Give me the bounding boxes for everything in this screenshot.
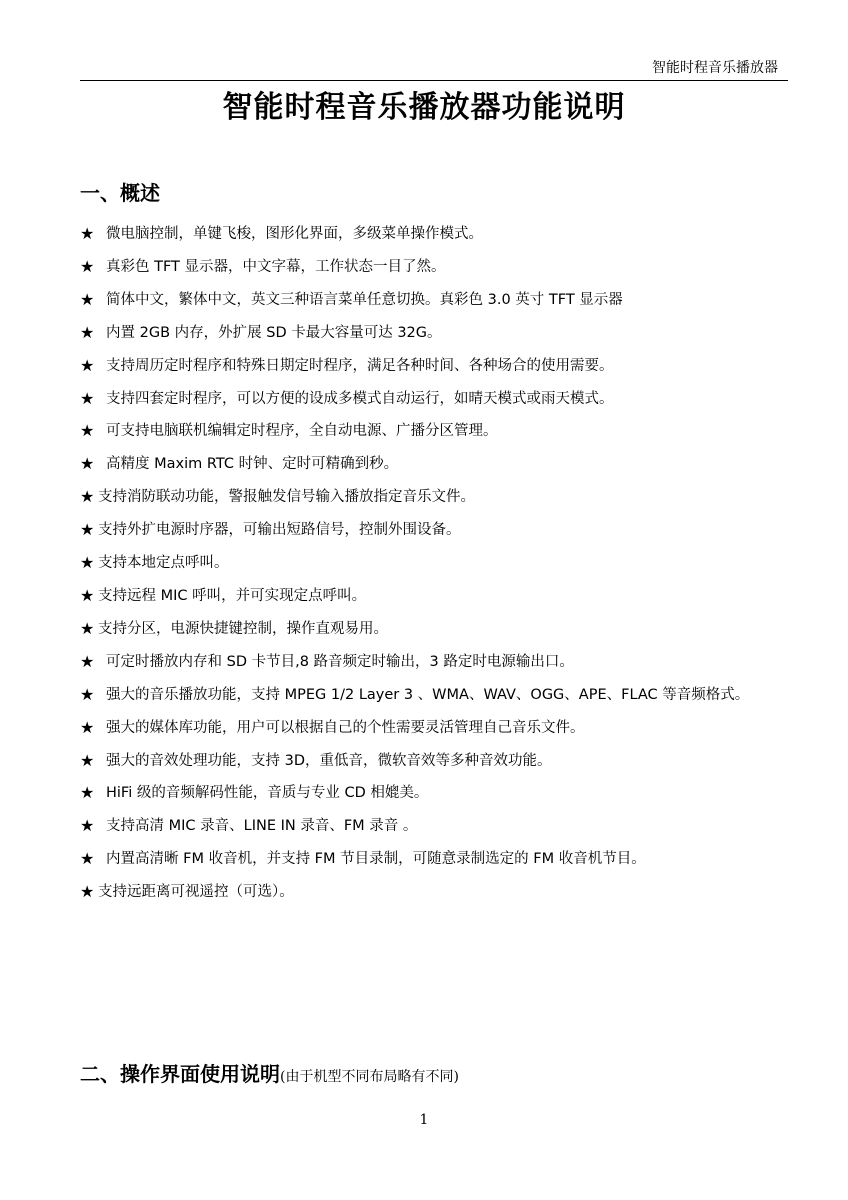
- star-icon: ★: [80, 454, 95, 474]
- feature-item: [80, 777, 800, 810]
- feature-item: [80, 580, 800, 613]
- feature-item: [80, 646, 800, 679]
- feature-text: 支持外扩电源时序器，可输出短路信号，控制外围设备。: [98, 522, 461, 539]
- star-icon: ★: [80, 224, 95, 243]
- star-icon: ★: [80, 289, 95, 309]
- feature-text: 内置高清晰 FM 收音机，并支持 FM 节目录制，可随意录制选定的 FM 收音机节目。: [106, 851, 646, 868]
- feature-item: [80, 843, 800, 876]
- star-icon: ★: [80, 421, 95, 441]
- feature-item: [80, 415, 800, 448]
- feature-text: 强大的音效处理功能，支持 3D，重低音，微软音效等多种音效功能。: [106, 752, 552, 769]
- feature-text: HiFi 级的音频解码性能，音质与专业 CD 相媲美。: [106, 785, 429, 802]
- star-icon: ★: [80, 585, 95, 605]
- feature-item: [80, 712, 800, 745]
- star-icon: ★: [80, 322, 95, 342]
- feature-list: [80, 218, 800, 909]
- feature-text: 微电脑控制，单键飞梭，图形化界面，多级菜单操作模式。: [106, 226, 483, 242]
- feature-text: 真彩色 TFT 显示器，中文字幕，工作状态一目了然。: [106, 258, 446, 275]
- star-icon: ★: [80, 618, 95, 638]
- header-rule: [80, 80, 788, 81]
- feature-text: 支持四套定时程序，可以方便的设成多模式自动运行，如晴天模式或雨天模式。: [106, 390, 614, 407]
- feature-item: [80, 810, 800, 843]
- star-icon: ★: [80, 717, 95, 737]
- feature-item: [80, 481, 800, 514]
- feature-item: [80, 218, 800, 251]
- feature-text: 支持消防联动功能，警报触发信号输入播放指定音乐文件。: [98, 489, 475, 506]
- star-icon: ★: [80, 750, 95, 770]
- star-icon: ★: [80, 783, 95, 803]
- feature-item: [80, 613, 800, 646]
- feature-text: 强大的媒体库功能，用户可以根据自己的个性需要灵活管理自己音乐文件。: [106, 719, 585, 736]
- feature-item: [80, 284, 800, 317]
- star-icon: ★: [80, 256, 95, 276]
- feature-item: [80, 317, 800, 350]
- feature-item: [80, 448, 800, 481]
- document-title: 智能时程音乐播放器功能说明: [222, 90, 626, 125]
- feature-text: 内置 2GB 内存，外扩展 SD 卡最大容量可达 32G。: [106, 324, 442, 341]
- feature-text: 支持远距离可视遥控（可选）。: [98, 884, 294, 901]
- feature-item: [80, 547, 800, 580]
- star-icon: ★: [80, 520, 95, 540]
- feature-text: 支持本地定点呼叫。: [98, 555, 229, 572]
- section-heading-note: (由于机型不同布局略有不同): [280, 1069, 459, 1085]
- running-header: 智能时程音乐播放器: [652, 60, 778, 76]
- feature-text: 支持分区，电源快捷键控制，操作直观易用。: [98, 620, 388, 637]
- feature-item: [80, 745, 800, 778]
- section-heading-operation: [80, 1061, 459, 1090]
- star-icon: ★: [80, 816, 95, 836]
- section-heading-overview: [80, 180, 160, 206]
- star-icon: ★: [80, 355, 95, 375]
- page-number: 1: [419, 1112, 429, 1128]
- star-icon: ★: [80, 849, 95, 869]
- feature-text: 支持远程 MIC 呼叫，并可实现定点呼叫。: [98, 587, 367, 604]
- feature-item: [80, 251, 800, 284]
- section-heading-text: 二、操作界面使用说明: [80, 1062, 280, 1086]
- feature-text: 可支持电脑联机编辑定时程序，全自动电源、广播分区管理。: [106, 423, 498, 440]
- feature-item: [80, 679, 800, 712]
- star-icon: ★: [80, 684, 95, 704]
- feature-item: [80, 350, 800, 383]
- star-icon: ★: [80, 882, 95, 902]
- feature-text: 高精度 Maxim RTC 时钟、定时可精确到秒。: [106, 456, 399, 473]
- star-icon: ★: [80, 553, 95, 573]
- section-heading-text: 一、概述: [80, 181, 160, 205]
- feature-text: 支持周历定时程序和特殊日期定时程序，满足各种时间、各种场合的使用需要。: [106, 357, 614, 374]
- feature-text: 支持高清 MIC 录音、LINE IN 录音、FM 录音 。: [106, 818, 418, 835]
- star-icon: ★: [80, 487, 95, 507]
- feature-text: 强大的音乐播放功能，支持 MPEG 1/2 Layer 3 、WMA、WAV、OGG、APE、FLAC 等音频格式。: [106, 686, 750, 703]
- feature-text: 简体中文，繁体中文，英文三种语言菜单任意切换。真彩色 3.0 英寸 TFT 显示器: [106, 291, 623, 308]
- feature-item: [80, 514, 800, 547]
- feature-item: [80, 876, 800, 909]
- star-icon: ★: [80, 388, 95, 408]
- feature-text: 可定时播放内存和 SD 卡节目,8 路音频定时输出，3 路定时电源输出口。: [106, 653, 574, 670]
- star-icon: ★: [80, 651, 95, 671]
- feature-item: [80, 383, 800, 416]
